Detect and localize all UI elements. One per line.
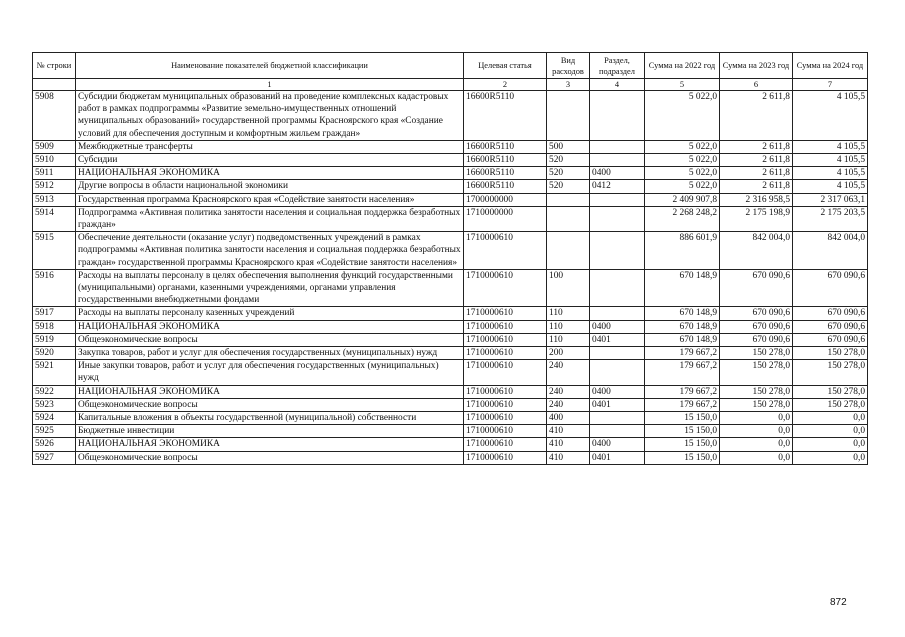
sum-2022-cell: 670 148,9 <box>645 307 720 320</box>
expense-type-cell: 240 <box>547 385 590 398</box>
sum-2023-cell: 2 611,8 <box>720 140 793 153</box>
sum-2024-cell: 842 004,0 <box>793 232 868 270</box>
indicator-name-cell: Бюджетные инвестиции <box>76 425 464 438</box>
section-cell: 0400 <box>590 385 645 398</box>
table-row <box>33 91 868 141</box>
column-number <box>33 79 76 91</box>
column-number: 2 <box>464 79 547 91</box>
table-row <box>33 180 868 193</box>
sum-2022-cell: 15 150,0 <box>645 451 720 464</box>
target-article-cell: 1710000610 <box>464 412 547 425</box>
sum-2024-cell: 0,0 <box>793 451 868 464</box>
target-article-cell: 1710000610 <box>464 385 547 398</box>
expense-type-cell: 520 <box>547 154 590 167</box>
table-row <box>33 307 868 320</box>
target-article-cell: 1710000610 <box>464 438 547 451</box>
column-number: 5 <box>645 79 720 91</box>
section-cell <box>590 425 645 438</box>
indicator-name-cell: Расходы на выплаты персоналу в целях обеспечения выполнения функций государственными (муниципальными) органами, казенными учреждениями, органами управления государственными внебюджетными фондами <box>76 269 464 307</box>
target-article-cell: 1710000610 <box>464 347 547 360</box>
column-number-row <box>33 79 868 91</box>
row-number-cell: 5915 <box>33 232 76 270</box>
target-article-cell: 16600R5110 <box>464 167 547 180</box>
sum-2022-cell: 15 150,0 <box>645 425 720 438</box>
expense-type-cell: 110 <box>547 307 590 320</box>
table-row <box>33 232 868 270</box>
table-row <box>33 438 868 451</box>
sum-2022-cell: 179 667,2 <box>645 360 720 385</box>
sum-2022-cell: 179 667,2 <box>645 385 720 398</box>
sum-2024-cell: 670 090,6 <box>793 269 868 307</box>
sum-2024-cell: 4 105,5 <box>793 180 868 193</box>
sum-2022-cell: 15 150,0 <box>645 412 720 425</box>
section-cell: 0401 <box>590 398 645 411</box>
sum-2022-cell: 670 148,9 <box>645 269 720 307</box>
row-number-cell: 5923 <box>33 398 76 411</box>
indicator-name-cell: Общеэкономические вопросы <box>76 333 464 346</box>
sum-2024-cell: 4 105,5 <box>793 140 868 153</box>
indicator-name-cell: Государственная программа Красноярского края «Содействие занятости населения» <box>76 193 464 206</box>
section-cell <box>590 206 645 231</box>
sum-2022-cell: 5 022,0 <box>645 91 720 141</box>
table-row <box>33 425 868 438</box>
sum-2024-cell: 0,0 <box>793 438 868 451</box>
indicator-name-cell: НАЦИОНАЛЬНАЯ ЭКОНОМИКА <box>76 385 464 398</box>
row-number-cell: 5917 <box>33 307 76 320</box>
sum-2022-cell: 179 667,2 <box>645 398 720 411</box>
row-number-cell: 5922 <box>33 385 76 398</box>
header-sum-2022: Сумма на 2022 год <box>645 53 720 79</box>
column-number: 1 <box>76 79 464 91</box>
indicator-name-cell: Общеэкономические вопросы <box>76 451 464 464</box>
header-expense-type: Вид расходов <box>547 53 590 79</box>
sum-2024-cell: 2 317 063,1 <box>793 193 868 206</box>
section-cell: 0412 <box>590 180 645 193</box>
sum-2023-cell: 150 278,0 <box>720 398 793 411</box>
expense-type-cell: 520 <box>547 167 590 180</box>
target-article-cell: 1700000000 <box>464 193 547 206</box>
sum-2022-cell: 670 148,9 <box>645 320 720 333</box>
target-article-cell: 16600R5110 <box>464 154 547 167</box>
table-row <box>33 206 868 231</box>
target-article-cell: 1710000610 <box>464 307 547 320</box>
indicator-name-cell: Капитальные вложения в объекты государственной (муниципальной) собственности <box>76 412 464 425</box>
sum-2023-cell: 670 090,6 <box>720 307 793 320</box>
sum-2023-cell: 0,0 <box>720 412 793 425</box>
page-number: 872 <box>830 597 847 608</box>
table-row <box>33 451 868 464</box>
sum-2022-cell: 2 409 907,8 <box>645 193 720 206</box>
target-article-cell: 1710000610 <box>464 451 547 464</box>
sum-2023-cell: 670 090,6 <box>720 320 793 333</box>
table-row <box>33 347 868 360</box>
section-cell <box>590 193 645 206</box>
expense-type-cell: 410 <box>547 425 590 438</box>
expense-type-cell: 240 <box>547 398 590 411</box>
sum-2024-cell: 4 105,5 <box>793 91 868 141</box>
sum-2024-cell: 4 105,5 <box>793 154 868 167</box>
expense-type-cell <box>547 91 590 141</box>
expense-type-cell: 110 <box>547 333 590 346</box>
target-article-cell: 1710000610 <box>464 398 547 411</box>
target-article-cell: 1710000610 <box>464 360 547 385</box>
expense-type-cell: 200 <box>547 347 590 360</box>
table-row <box>33 167 868 180</box>
row-number-cell: 5908 <box>33 91 76 141</box>
sum-2023-cell: 2 611,8 <box>720 91 793 141</box>
section-cell <box>590 360 645 385</box>
sum-2022-cell: 886 601,9 <box>645 232 720 270</box>
sum-2022-cell: 15 150,0 <box>645 438 720 451</box>
indicator-name-cell: Обеспечение деятельности (оказание услуг) подведомственных учреждений в рамках подпрограммы «Активная политика занятости населения и социальная поддержка безработных граждан» государственной программы Красноярского края «Содействие занятости населения» <box>76 232 464 270</box>
table-row <box>33 333 868 346</box>
sum-2023-cell: 150 278,0 <box>720 360 793 385</box>
indicator-name-cell: Общеэкономические вопросы <box>76 398 464 411</box>
target-article-cell: 1710000000 <box>464 206 547 231</box>
sum-2024-cell: 670 090,6 <box>793 320 868 333</box>
row-number-cell: 5925 <box>33 425 76 438</box>
target-article-cell: 1710000610 <box>464 333 547 346</box>
sum-2023-cell: 0,0 <box>720 438 793 451</box>
indicator-name-cell: Межбюджетные трансферты <box>76 140 464 153</box>
row-number-cell: 5913 <box>33 193 76 206</box>
sum-2024-cell: 0,0 <box>793 425 868 438</box>
section-cell: 0400 <box>590 320 645 333</box>
header-sum-2023: Сумма на 2023 год <box>720 53 793 79</box>
row-number-cell: 5911 <box>33 167 76 180</box>
section-cell: 0400 <box>590 167 645 180</box>
row-number-cell: 5912 <box>33 180 76 193</box>
indicator-name-cell: НАЦИОНАЛЬНАЯ ЭКОНОМИКА <box>76 320 464 333</box>
section-cell <box>590 91 645 141</box>
sum-2022-cell: 670 148,9 <box>645 333 720 346</box>
section-cell: 0400 <box>590 438 645 451</box>
column-number: 6 <box>720 79 793 91</box>
table-row <box>33 320 868 333</box>
expense-type-cell: 240 <box>547 360 590 385</box>
target-article-cell: 1710000610 <box>464 269 547 307</box>
indicator-name-cell: Расходы на выплаты персоналу казенных учреждений <box>76 307 464 320</box>
header-section: Раздел, подраздел <box>590 53 645 79</box>
column-number: 3 <box>547 79 590 91</box>
row-number-cell: 5920 <box>33 347 76 360</box>
indicator-name-cell: Субсидии бюджетам муниципальных образований на проведение комплексных кадастровых работ в рамках подпрограммы «Развитие земельно-имущественных отношений муниципальных образований» государственной программы Красноярского края «Создание условий для обеспечения доступным и комфортным жильем граждан» <box>76 91 464 141</box>
indicator-name-cell: Закупка товаров, работ и услуг для обеспечения государственных (муниципальных) нужд <box>76 347 464 360</box>
sum-2024-cell: 4 105,5 <box>793 167 868 180</box>
expense-type-cell: 520 <box>547 180 590 193</box>
sum-2023-cell: 842 004,0 <box>720 232 793 270</box>
sum-2022-cell: 5 022,0 <box>645 154 720 167</box>
section-cell <box>590 140 645 153</box>
expense-type-cell: 400 <box>547 412 590 425</box>
target-article-cell: 16600R5110 <box>464 140 547 153</box>
sum-2024-cell: 2 175 203,5 <box>793 206 868 231</box>
expense-type-cell: 100 <box>547 269 590 307</box>
sum-2023-cell: 2 611,8 <box>720 167 793 180</box>
row-number-cell: 5919 <box>33 333 76 346</box>
table-row <box>33 269 868 307</box>
sum-2023-cell: 2 611,8 <box>720 180 793 193</box>
sum-2023-cell: 150 278,0 <box>720 385 793 398</box>
sum-2023-cell: 670 090,6 <box>720 269 793 307</box>
table-header <box>33 53 868 91</box>
row-number-cell: 5927 <box>33 451 76 464</box>
section-cell <box>590 232 645 270</box>
section-cell <box>590 154 645 167</box>
indicator-name-cell: Другие вопросы в области национальной экономики <box>76 180 464 193</box>
sum-2022-cell: 5 022,0 <box>645 180 720 193</box>
row-number-cell: 5916 <box>33 269 76 307</box>
header-indicator-name: Наименование показателей бюджетной классификации <box>76 53 464 79</box>
header-sum-2024: Сумма на 2024 год <box>793 53 868 79</box>
sum-2024-cell: 670 090,6 <box>793 307 868 320</box>
section-cell <box>590 347 645 360</box>
sum-2023-cell: 0,0 <box>720 425 793 438</box>
expense-type-cell <box>547 206 590 231</box>
sum-2024-cell: 0,0 <box>793 412 868 425</box>
section-cell <box>590 269 645 307</box>
expense-type-cell <box>547 193 590 206</box>
table-row <box>33 398 868 411</box>
expense-type-cell: 500 <box>547 140 590 153</box>
indicator-name-cell: НАЦИОНАЛЬНАЯ ЭКОНОМИКА <box>76 167 464 180</box>
target-article-cell: 1710000610 <box>464 320 547 333</box>
table-row <box>33 360 868 385</box>
sum-2022-cell: 5 022,0 <box>645 140 720 153</box>
row-number-cell: 5914 <box>33 206 76 231</box>
expense-type-cell <box>547 232 590 270</box>
row-number-cell: 5910 <box>33 154 76 167</box>
table-row <box>33 412 868 425</box>
sum-2023-cell: 150 278,0 <box>720 347 793 360</box>
table-row <box>33 140 868 153</box>
sum-2024-cell: 150 278,0 <box>793 360 868 385</box>
sum-2023-cell: 2 316 958,5 <box>720 193 793 206</box>
sum-2023-cell: 670 090,6 <box>720 333 793 346</box>
sum-2024-cell: 150 278,0 <box>793 398 868 411</box>
section-cell: 0401 <box>590 451 645 464</box>
budget-table <box>32 52 868 465</box>
expense-type-cell: 410 <box>547 451 590 464</box>
header-target-article: Целевая статья <box>464 53 547 79</box>
column-number: 7 <box>793 79 868 91</box>
indicator-name-cell: Иные закупки товаров, работ и услуг для обеспечения государственных (муниципальных) нужд <box>76 360 464 385</box>
row-number-cell: 5926 <box>33 438 76 451</box>
indicator-name-cell: НАЦИОНАЛЬНАЯ ЭКОНОМИКА <box>76 438 464 451</box>
sum-2024-cell: 150 278,0 <box>793 385 868 398</box>
section-cell <box>590 412 645 425</box>
target-article-cell: 1710000610 <box>464 425 547 438</box>
row-number-cell: 5924 <box>33 412 76 425</box>
target-article-cell: 16600R5110 <box>464 91 547 141</box>
indicator-name-cell: Подпрограмма «Активная политика занятости населения и социальная поддержка безработных граждан» <box>76 206 464 231</box>
sum-2022-cell: 2 268 248,2 <box>645 206 720 231</box>
table-body <box>33 91 868 465</box>
row-number-cell: 5918 <box>33 320 76 333</box>
row-number-cell: 5921 <box>33 360 76 385</box>
sum-2023-cell: 0,0 <box>720 451 793 464</box>
table-row <box>33 385 868 398</box>
column-number: 4 <box>590 79 645 91</box>
sum-2022-cell: 179 667,2 <box>645 347 720 360</box>
header-row-number: № строки <box>33 53 76 79</box>
sum-2022-cell: 5 022,0 <box>645 167 720 180</box>
indicator-name-cell: Субсидии <box>76 154 464 167</box>
sum-2024-cell: 150 278,0 <box>793 347 868 360</box>
sum-2024-cell: 670 090,6 <box>793 333 868 346</box>
section-cell <box>590 307 645 320</box>
table-row <box>33 154 868 167</box>
section-cell: 0401 <box>590 333 645 346</box>
sum-2023-cell: 2 611,8 <box>720 154 793 167</box>
expense-type-cell: 410 <box>547 438 590 451</box>
row-number-cell: 5909 <box>33 140 76 153</box>
expense-type-cell: 110 <box>547 320 590 333</box>
target-article-cell: 1710000610 <box>464 232 547 270</box>
sum-2023-cell: 2 175 198,9 <box>720 206 793 231</box>
target-article-cell: 16600R5110 <box>464 180 547 193</box>
table-row <box>33 193 868 206</box>
